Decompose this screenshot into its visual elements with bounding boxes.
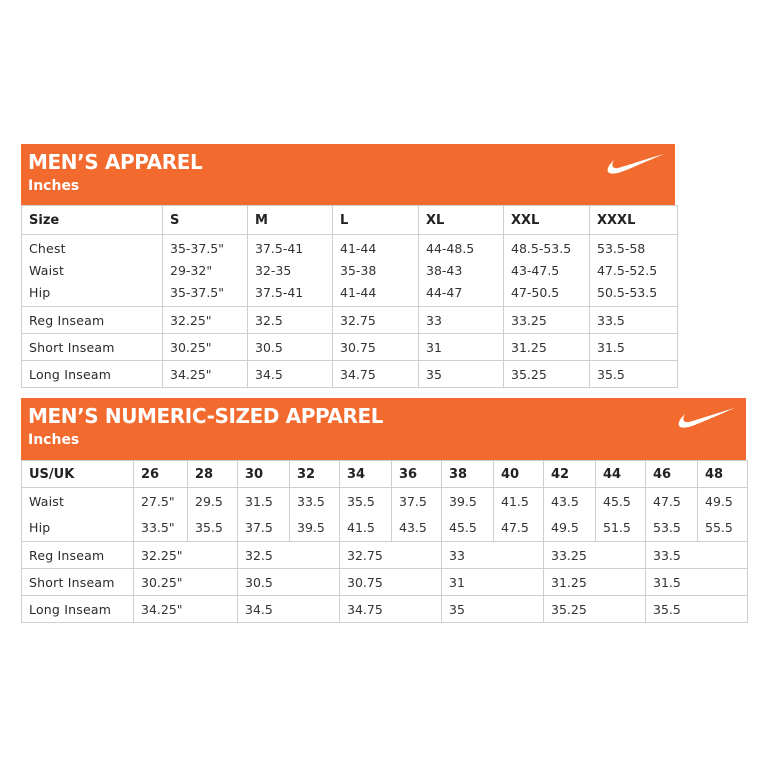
- inseam-value: 32.25": [134, 542, 238, 569]
- body-values-m: [248, 235, 333, 307]
- inseam-value: 30.25": [163, 334, 248, 361]
- inseam-value: 35: [419, 361, 504, 388]
- size-header-label: Size: [22, 206, 163, 235]
- waist-value: 47.5-52.5: [597, 262, 658, 278]
- chest-value: 37.5-41: [255, 240, 304, 256]
- short-inseam-row: [22, 334, 678, 361]
- inseam-value: 35.5: [646, 596, 748, 623]
- mens-apparel-unit: Inches: [28, 178, 80, 194]
- mens-apparel-table: [21, 205, 678, 388]
- numeric-size: 26: [134, 461, 188, 488]
- inseam-value: 31: [419, 334, 504, 361]
- waist-value: 35-38: [340, 262, 377, 278]
- inseam-value: 30.75: [333, 334, 419, 361]
- waist-value: 41.5: [494, 488, 544, 515]
- inseam-value: 30.25": [134, 569, 238, 596]
- body-values-xl: [419, 235, 504, 307]
- reg-inseam-row: [22, 307, 678, 334]
- chest-value: 53.5-58: [597, 240, 646, 256]
- hip-value: 45.5: [442, 515, 494, 542]
- inseam-value: 34.5: [238, 596, 340, 623]
- inseam-value: 34.25": [163, 361, 248, 388]
- body-values-xxxl: [590, 235, 678, 307]
- hip-value: 35-37.5": [170, 284, 224, 300]
- body-values-xxl: [504, 235, 590, 307]
- nike-swoosh-icon: [675, 406, 737, 432]
- mens-apparel-title: MEN’S APPAREL: [28, 150, 203, 174]
- hip-label: Hip: [29, 284, 51, 300]
- size-xxxl: XXXL: [590, 206, 678, 235]
- body-labels: [22, 235, 163, 307]
- inseam-value: 32.25": [163, 307, 248, 334]
- waist-value: 33.5: [290, 488, 340, 515]
- body-measurements-row: [22, 235, 678, 307]
- numeric-size: 30: [238, 461, 290, 488]
- chest-value: 48.5-53.5: [511, 240, 572, 256]
- inseam-value: 33: [442, 542, 544, 569]
- hip-value: 51.5: [596, 515, 646, 542]
- inseam-value: 34.25": [134, 596, 238, 623]
- waist-label: Waist: [29, 262, 65, 278]
- short-inseam-label: Short Inseam: [22, 334, 163, 361]
- reg-inseam-label: Reg Inseam: [22, 307, 163, 334]
- hip-value: 37.5: [238, 515, 290, 542]
- inseam-value: 30.75: [340, 569, 442, 596]
- waist-value: 29-32": [170, 262, 213, 278]
- numeric-size: 38: [442, 461, 494, 488]
- long-inseam-label: Long Inseam: [22, 361, 163, 388]
- size-s: S: [163, 206, 248, 235]
- hip-value: 55.5: [698, 515, 748, 542]
- nike-swoosh-icon: [604, 152, 666, 178]
- inseam-value: 31.5: [590, 334, 678, 361]
- inseam-value: 30.5: [238, 569, 340, 596]
- chest-value: 41-44: [340, 240, 377, 256]
- inseam-value: 34.75: [333, 361, 419, 388]
- inseam-value: 33: [419, 307, 504, 334]
- numeric-size: 42: [544, 461, 596, 488]
- waist-value: 39.5: [442, 488, 494, 515]
- numeric-size: 32: [290, 461, 340, 488]
- numeric-size: 36: [392, 461, 442, 488]
- mens-numeric-apparel-banner: [21, 398, 746, 460]
- hip-value: 50.5-53.5: [597, 284, 658, 300]
- inseam-value: 33.5: [646, 542, 748, 569]
- hip-value: 47.5: [494, 515, 544, 542]
- mens-apparel-section: [21, 144, 677, 389]
- numeric-size: 28: [188, 461, 238, 488]
- hip-value: 33.5": [134, 515, 188, 542]
- hip-label: Hip: [22, 515, 134, 542]
- inseam-value: 35.5: [590, 361, 678, 388]
- numeric-size: 48: [698, 461, 748, 488]
- inseam-value: 33.25: [544, 542, 646, 569]
- inseam-value: 33.25: [504, 307, 590, 334]
- numeric-size: 44: [596, 461, 646, 488]
- waist-row: [22, 488, 748, 515]
- chest-value: 44-48.5: [426, 240, 475, 256]
- waist-value: 43-47.5: [511, 262, 560, 278]
- hip-value: 41-44: [340, 284, 377, 300]
- waist-value: 37.5: [392, 488, 442, 515]
- short-inseam-label: Short Inseam: [22, 569, 134, 596]
- waist-label: Waist: [22, 488, 134, 515]
- hip-value: 35.5: [188, 515, 238, 542]
- chest-label: Chest: [29, 240, 66, 256]
- waist-value: 47.5: [646, 488, 698, 515]
- numeric-size: 40: [494, 461, 544, 488]
- waist-value: 27.5": [134, 488, 188, 515]
- hip-value: 47-50.5: [511, 284, 560, 300]
- inseam-value: 31.5: [646, 569, 748, 596]
- inseam-value: 33.5: [590, 307, 678, 334]
- hip-value: 39.5: [290, 515, 340, 542]
- waist-value: 43.5: [544, 488, 596, 515]
- hip-row: [22, 515, 748, 542]
- body-values-l: [333, 235, 419, 307]
- inseam-value: 31.25: [544, 569, 646, 596]
- size-header-row: [22, 206, 678, 235]
- reg-inseam-label: Reg Inseam: [22, 542, 134, 569]
- size-xl: XL: [419, 206, 504, 235]
- inseam-value: 31: [442, 569, 544, 596]
- waist-value: 29.5: [188, 488, 238, 515]
- hip-value: 41.5: [340, 515, 392, 542]
- hip-value: 37.5-41: [255, 284, 304, 300]
- mens-apparel-banner: [21, 144, 675, 205]
- inseam-value: 32.5: [238, 542, 340, 569]
- waist-value: 32-35: [255, 262, 292, 278]
- inseam-value: 30.5: [248, 334, 333, 361]
- numeric-size: 46: [646, 461, 698, 488]
- long-inseam-row: [22, 596, 748, 623]
- mens-numeric-apparel-table: [21, 460, 748, 623]
- inseam-value: 35: [442, 596, 544, 623]
- inseam-value: 34.75: [340, 596, 442, 623]
- hip-value: 53.5: [646, 515, 698, 542]
- size-xxl: XXL: [504, 206, 590, 235]
- inseam-value: 35.25: [504, 361, 590, 388]
- inseam-value: 32.75: [333, 307, 419, 334]
- body-values-s: [163, 235, 248, 307]
- numeric-size: 34: [340, 461, 392, 488]
- inseam-value: 34.5: [248, 361, 333, 388]
- mens-numeric-apparel-unit: Inches: [28, 432, 80, 448]
- hip-value: 49.5: [544, 515, 596, 542]
- waist-value: 31.5: [238, 488, 290, 515]
- hip-value: 43.5: [392, 515, 442, 542]
- long-inseam-label: Long Inseam: [22, 596, 134, 623]
- mens-numeric-apparel-section: [21, 398, 747, 624]
- hip-value: 44-47: [426, 284, 463, 300]
- us-uk-header-label: US/UK: [22, 461, 134, 488]
- short-inseam-row: [22, 569, 748, 596]
- inseam-value: 32.5: [248, 307, 333, 334]
- waist-value: 49.5: [698, 488, 748, 515]
- mens-numeric-apparel-title: MEN’S NUMERIC-SIZED APPAREL: [28, 404, 384, 428]
- inseam-value: 31.25: [504, 334, 590, 361]
- size-m: M: [248, 206, 333, 235]
- inseam-value: 32.75: [340, 542, 442, 569]
- waist-value: 35.5: [340, 488, 392, 515]
- reg-inseam-row: [22, 542, 748, 569]
- inseam-value: 35.25: [544, 596, 646, 623]
- waist-value: 38-43: [426, 262, 463, 278]
- waist-value: 45.5: [596, 488, 646, 515]
- size-l: L: [333, 206, 419, 235]
- long-inseam-row: [22, 361, 678, 388]
- us-uk-header-row: [22, 461, 748, 488]
- chest-value: 35-37.5": [170, 240, 224, 256]
